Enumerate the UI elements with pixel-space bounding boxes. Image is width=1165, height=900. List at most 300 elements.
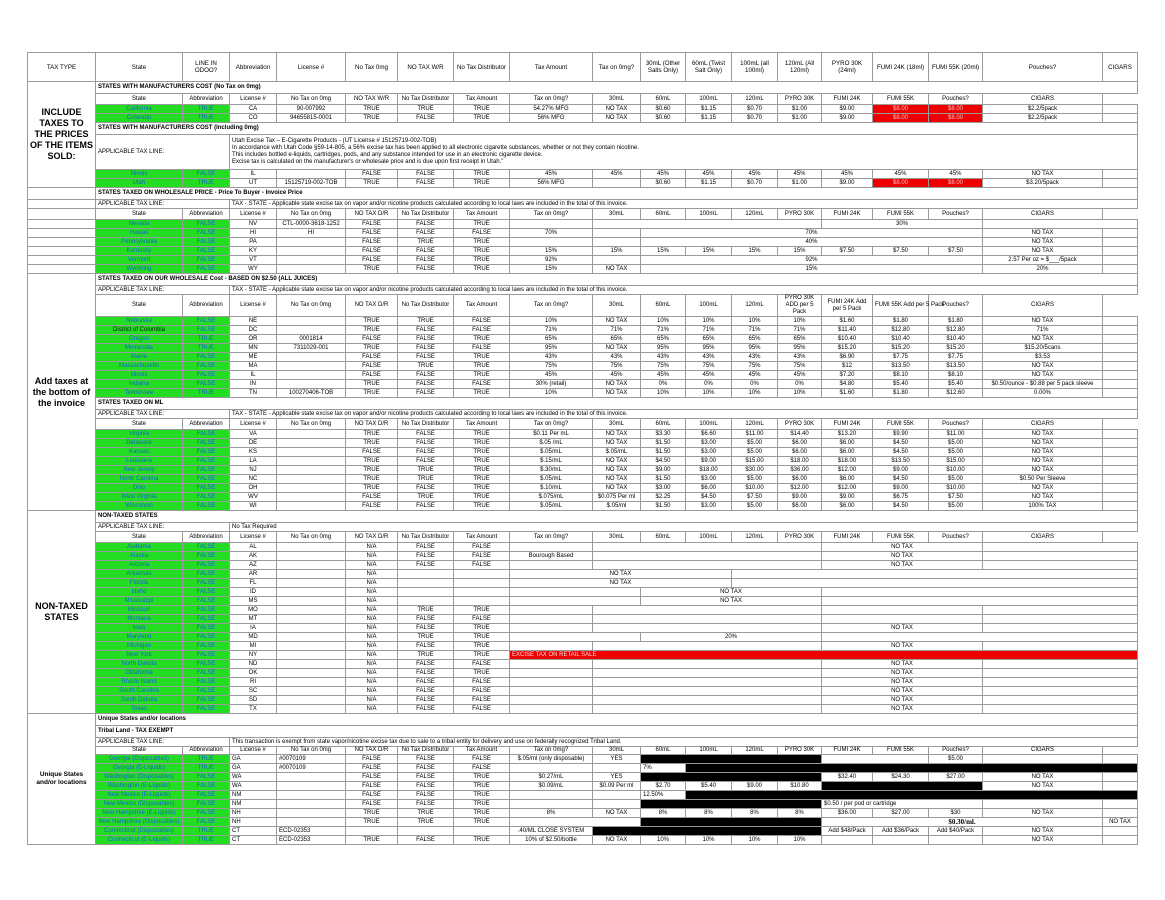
abbreviation: WA [230,773,277,782]
pouches: $2.2/5pack [983,114,1103,123]
state-row-west-virginia [28,493,1138,502]
abbreviation: TX [230,705,277,714]
state-row-connecticut-e-liquids [28,836,1138,845]
state-row-illinois [28,371,1138,380]
abbreviation: NY [230,651,277,660]
no-tax-wr: TRUE [398,317,454,326]
subheader-cigars: CIGARS [983,295,1103,317]
cigars [1103,502,1138,511]
abbreviation: AL [230,543,277,552]
120ml: 10% [778,317,822,326]
fumi-55k: $1.80 [929,317,983,326]
100ml: 0% [732,380,778,389]
line-in-odoo: FALSE [183,170,230,179]
pyro-30k: $6.00 [822,475,873,484]
subheader-60ml: 60mL [641,209,686,220]
state-row-missouri [28,606,1138,615]
license [277,448,346,457]
no-tax-0mg: N/A [346,561,398,570]
license [277,818,346,827]
tax-on-0mg: NO TAX [593,475,641,484]
license: 100270406-TOB [277,389,346,398]
60ml: 10% [686,836,732,845]
tax-amount: $.10/mL [510,484,593,493]
abbreviation: NJ [230,466,277,475]
fumi-24k: 45% [873,170,929,179]
state-name: Delaware [96,439,183,448]
subheader-cigars: CIGARS [983,532,1103,543]
blackout [593,827,822,836]
abbreviation: KY [230,247,277,256]
no-tax-wr: FALSE [398,439,454,448]
pod-rate: $0.50 / per pod or cartridge [822,800,983,809]
tax-amount: 56% MFG [510,179,593,188]
blank [593,220,822,229]
state-name: Connecticut (E-Liquids) [96,836,183,845]
line-in-odoo: FALSE [183,380,230,389]
100ml: $5.00 [732,448,778,457]
license [277,561,346,570]
tax-amount: 15% [510,247,593,256]
applicable-label: APPLICABLE TAX LINE: [96,410,230,419]
no-tax-wr: FALSE [398,764,454,773]
line-in-odoo: TRUE [183,827,230,836]
pyro-value: Add $36/Pack [873,827,929,836]
pyro-rate: NO TAX [822,660,983,669]
tax-on-0mg: NO TAX [593,114,641,123]
pyro-30k: $18.00 [822,457,873,466]
blank [28,229,96,238]
no-tax-wr: FALSE [398,773,454,782]
blank [983,552,1138,561]
state-row-oregon [28,335,1138,344]
tax-amount: 45% [510,371,593,380]
column-fumi-55k: FUMI 55K (20ml) [929,53,983,82]
fumi-24k: $8.00 [873,105,929,114]
mfg-applicable-row [28,135,1138,170]
100ml: 15% [732,247,778,256]
pyro-30k: $13.20 [822,430,873,439]
no-tax-distributor: TRUE [454,170,510,179]
no-tax-distributor: TRUE [454,502,510,511]
section-wholesale-title [28,188,1138,200]
pouches: NO TAX [983,466,1103,475]
no-tax-distributor: FALSE [454,678,510,687]
tax-on-0mg: NO TAX [593,809,641,818]
blank [983,660,1138,669]
no-tax-distributor: TRUE [454,220,510,229]
pouches: NO TAX [983,362,1103,371]
blank [593,606,822,615]
state-row-vermont [28,256,1138,265]
subheader-pyro-30k: PYRO 30K [778,747,822,755]
line-in-odoo: TRUE [183,764,230,773]
60ml: 75% [686,362,732,371]
tax-amount: $.05 /mL [510,439,593,448]
line-in-odoo: FALSE [183,466,230,475]
state-row-georgia-disposables [28,755,1138,764]
no-tax-0mg: N/A [346,597,398,606]
pyro-30k: $9.00 [822,179,873,188]
license [277,791,346,800]
subheader-license: License # [230,295,277,317]
100ml: $0.70 [732,114,778,123]
ml-value: $2.70 [641,782,686,791]
no-tax-distributor: TRUE [454,800,510,809]
no-tax-distributor: TRUE [454,265,510,274]
subheader-tax-amount: Tax Amount [454,209,510,220]
tax-on-0mg: NO TAX [593,484,641,493]
tax-on-0mg [593,179,641,188]
line-in-odoo: FALSE [183,265,230,274]
state-name: Arizona [96,561,183,570]
subheader-30ml: 30mL [593,532,641,543]
license [277,493,346,502]
60ml: $3.00 [686,448,732,457]
fumi-55k: $15.00 [929,457,983,466]
subheader-pouches: Pouches? [929,532,983,543]
tax-on-0mg: 75% [593,362,641,371]
license [277,615,346,624]
no-tax-distributor: TRUE [454,371,510,380]
state-name: Wyoming [96,265,183,274]
pyro-30k: $4.80 [822,380,873,389]
tax-amount: 8% [510,809,593,818]
no-tax-text: No Tax Required [230,523,1138,532]
column-30ml: 30mL (Other Salts Only) [641,53,686,82]
ml-value: $10.80 [778,782,822,791]
fumi-55k: $8.10 [929,371,983,380]
tax-on-0mg: 65% [593,335,641,344]
pouches: 2.57 Per oz = $___/5pack [983,256,1103,265]
utah-text-line: Utah Excise Tax – E-Cigarette Products - (UT License # 15125719-002-TOB) [232,138,437,144]
line-in-odoo: FALSE [183,773,230,782]
line-in-odoo: FALSE [183,705,230,714]
no-tax-distributor: TRUE [454,624,510,633]
state-name: North Carolina [96,475,183,484]
tax-amount: 10% [510,389,593,398]
tax-on-0mg: NO TAX [593,265,641,274]
pyro-rate: NO TAX [822,669,983,678]
blank [28,220,96,229]
no-tax-wr [398,579,454,588]
blank [28,265,96,274]
60ml: 45% [686,170,732,179]
60ml: $4.50 [686,493,732,502]
no-tax-0mg: FALSE [346,256,398,265]
section-tribal-title [28,726,1138,738]
state-row-florida [28,579,1138,588]
tax-amount: $0.27/mL [510,773,593,782]
pouches [983,800,1103,809]
no-tax-0mg: FALSE [346,238,398,247]
120ml: $9.00 [778,493,822,502]
license [277,633,346,642]
state-name: Rhode Island [96,678,183,687]
60ml: 15% [686,247,732,256]
abbreviation: IA [230,624,277,633]
blank [593,624,822,633]
state-row-mississippi [28,597,1138,606]
no-tax-wr: FALSE [398,678,454,687]
100ml: 10% [732,389,778,398]
state-name: New Mexico (E-Liquids) [96,791,183,800]
abbreviation: CA [230,105,277,114]
tax-amount [510,800,593,809]
state-name: Ohio [96,484,183,493]
subheader-100ml: 100mL [686,419,732,430]
blank [983,705,1138,714]
no-tax-distributor [454,827,510,836]
state-row-colorado [28,114,1138,123]
subheader-cigars: CIGARS [983,419,1103,430]
tax-amount: $.15/mL [510,457,593,466]
no-tax-0mg: FALSE [346,782,398,791]
pyro-30k: $7.50 [822,247,873,256]
state-name: Kentucky [96,247,183,256]
state-row-hawaii [28,229,1138,238]
fumi-24k: $4.50 [873,502,929,511]
tax-amount: $.30/mL [510,466,593,475]
no-tax-0mg: FALSE [346,371,398,380]
column-subheader-mfg0 [28,94,1138,105]
abbreviation: WA [230,782,277,791]
fumi-24k: $7.75 [873,353,929,362]
section-title: STATES WITH MANUFACTURERS COST (No Tax on 0mg) [96,82,1138,94]
120ml: 95% [778,344,822,353]
no-tax-distributor: TRUE [454,256,510,265]
fumi-24k: $9.00 [873,466,929,475]
120ml: 10% [778,389,822,398]
subheader-60ml: 60mL [641,295,686,317]
30ml: $3.00 [641,484,686,493]
fumi-55k: $10.00 [929,466,983,475]
column-no-tax-0mg: No Tax 0mg [346,53,398,82]
tax-amount [510,705,593,714]
tax-on-0mg: NO TAX [593,430,641,439]
30ml: $1.50 [641,448,686,457]
rate-30ml: 12.50% [641,791,686,800]
no-tax-0mg: TRUE [346,317,398,326]
fumi-24k: $10.40 [873,335,929,344]
tax-amount: 30% (retail) [510,380,593,389]
no-tax-distributor: TRUE [454,439,510,448]
state-name: New Hampshire (Disposables) [96,818,183,827]
subheader-abbreviation: Abbreviation [183,209,230,220]
state-row-ohio [28,484,1138,493]
subheader-tax-amount: Tax Amount [454,747,510,755]
subheader-30ml: 30mL [593,747,641,755]
column-pouches: Pouches? [983,53,1103,82]
line-in-odoo: TRUE [183,105,230,114]
subheader-30ml: 30mL [593,94,641,105]
subheader-100ml: 100mL [686,747,732,755]
section-title: STATES TAXED ON ML [96,398,1138,410]
state-name: Indiana [96,380,183,389]
blank [983,561,1138,570]
state-name: North Dakota [96,660,183,669]
no-tax-wr: FALSE [398,457,454,466]
license: 15125719-002-TOB [277,179,346,188]
abbreviation: CT [230,836,277,845]
tax-amount: .40/ML CLOSE SYSTEM [510,827,593,836]
cigars [1103,493,1138,502]
no-tax-0mg: N/A [346,624,398,633]
license [277,326,346,335]
state-name: South Carolina [96,687,183,696]
120ml: 75% [778,362,822,371]
state-row-new-mexico-disposables [28,800,1138,809]
no-tax-wr: FALSE [398,782,454,791]
subheader-abbreviation: Abbreviation [183,295,230,317]
state-name: Utah [96,179,183,188]
nontaxed-applicable-row [28,523,1138,532]
cigars [1103,179,1138,188]
subheader-no-tax-d-r: NO TAX D/R [346,747,398,755]
line-in-odoo: FALSE [183,229,230,238]
state-name: Oklahoma [96,669,183,678]
no-tax-wr: FALSE [398,669,454,678]
cigars [1103,809,1138,818]
subheader-fumi-24k-add-per-5-pack: FUMI 24K Add per 5 Pack [822,295,873,317]
no-tax-distributor: FALSE [454,687,510,696]
subheader-license: License # [230,419,277,430]
30ml: $0.60 [641,105,686,114]
fumi-24k: $8.00 [873,114,929,123]
subheader-state: State [96,94,183,105]
abbreviation: IN [230,380,277,389]
license: 90-007992 [277,105,346,114]
line-in-odoo: FALSE [183,633,230,642]
column-subheader-dr [28,532,1138,543]
subheader-state: State [96,295,183,317]
no-tax-distributor: TRUE [454,448,510,457]
state-row-connecticut-disposables [28,827,1138,836]
line-in-odoo: FALSE [183,317,230,326]
blank [593,552,822,561]
subheader-pouches: Pouches? [929,94,983,105]
license [277,380,346,389]
column-tax-amount: Tax Amount [510,53,593,82]
tax-amount [510,561,593,570]
no-tax-0mg: TRUE [346,105,398,114]
subheader-60ml: 60mL [641,747,686,755]
30ml: 15% [641,247,686,256]
cigars [1103,317,1138,326]
tax-amount: 43% [510,353,593,362]
fumi-55k: $8.00 [929,179,983,188]
subheader-pyro-30k: PYRO 30K [778,94,822,105]
rate-30ml: 7% [641,764,686,773]
blank [593,678,822,687]
pyro-rate: NO TAX [822,696,983,705]
no-tax-distributor [454,579,510,588]
abbreviation: SC [230,687,277,696]
cigars [1103,326,1138,335]
30ml: 45% [641,371,686,380]
tax-amount: 65% [510,335,593,344]
120ml: $12.00 [778,484,822,493]
abbreviation: TN [230,389,277,398]
no-tax-0mg: FALSE [346,362,398,371]
no-tax-distributor: TRUE [454,791,510,800]
120ml: $18.00 [778,457,822,466]
abbreviation: NE [230,317,277,326]
pouches: NO TAX [983,229,1103,238]
license: ECD-02353 [277,827,346,836]
no-tax-wr: TRUE [398,818,454,827]
tax-on-0mg: 71% [593,326,641,335]
blank [593,705,822,714]
no-tax-distributor: FALSE [454,229,510,238]
state-row-arkansas [28,570,1138,579]
fumi-55k: $15.20 [929,344,983,353]
no-tax-distributor: TRUE [454,179,510,188]
state-name: New York [96,651,183,660]
column-cigars: CIGARS [1103,53,1138,82]
state-row-north-carolina [28,475,1138,484]
no-tax-distributor: TRUE [454,362,510,371]
tax-amount [510,669,593,678]
line-in-odoo: FALSE [183,696,230,705]
subheader-pyro-30k: PYRO 30K [778,209,822,220]
subheader-abbreviation: Abbreviation [183,532,230,543]
100ml: $30.00 [732,466,778,475]
blank [593,660,822,669]
60ml: $3.00 [686,502,732,511]
tax-amount: $.075/mL [510,493,593,502]
applicable-label: APPLICABLE TAX LINE: [96,523,230,532]
subheader-tax-on-0mg: Tax on 0mg? [510,419,593,430]
abbreviation: DC [230,326,277,335]
no-tax-wr: FALSE [398,220,454,229]
line-in-odoo: FALSE [183,669,230,678]
abbreviation: WV [230,493,277,502]
no-tax-0mg: N/A [346,633,398,642]
120ml: $6.00 [778,502,822,511]
no-tax-wr: FALSE [398,502,454,511]
license [277,353,346,362]
subheader-abbreviation: Abbreviation [183,747,230,755]
license: #0070109 [277,764,346,773]
blank [28,238,96,247]
abbreviation: MD [230,633,277,642]
no-tax-0mg: N/A [346,615,398,624]
line-in-odoo: FALSE [183,570,230,579]
fumi-24k: $1.80 [873,317,929,326]
abbreviation: CO [230,114,277,123]
fumi-55k: $11.00 [929,430,983,439]
tax-amount: 54.27% MFG [510,105,593,114]
no-tax-distributor: TRUE [454,105,510,114]
no-tax-0mg: FALSE [346,220,398,229]
state-row-california [28,105,1138,114]
subheader-tax-on-0mg: Tax on 0mg? [510,532,593,543]
no-tax-wr: FALSE [398,543,454,552]
utah-text-line: In accordance with Utah Code §59-14-805, a 56% excise tax has been applied to all electronic cigarette substances, whether or not they contain nicotine. [232,145,639,151]
subheader-100ml: 100mL [686,94,732,105]
no-tax-wr: FALSE [398,705,454,714]
no-tax-wr: FALSE [398,170,454,179]
no-tax-0mg: FALSE [346,247,398,256]
30ml: 65% [641,335,686,344]
no-tax-distributor: TRUE [454,247,510,256]
state-row-montana [28,615,1138,624]
no-tax-wr [398,570,454,579]
state-row-idaho [28,588,1138,597]
line-in-odoo: FALSE [183,678,230,687]
state-row-rhode-island [28,678,1138,687]
